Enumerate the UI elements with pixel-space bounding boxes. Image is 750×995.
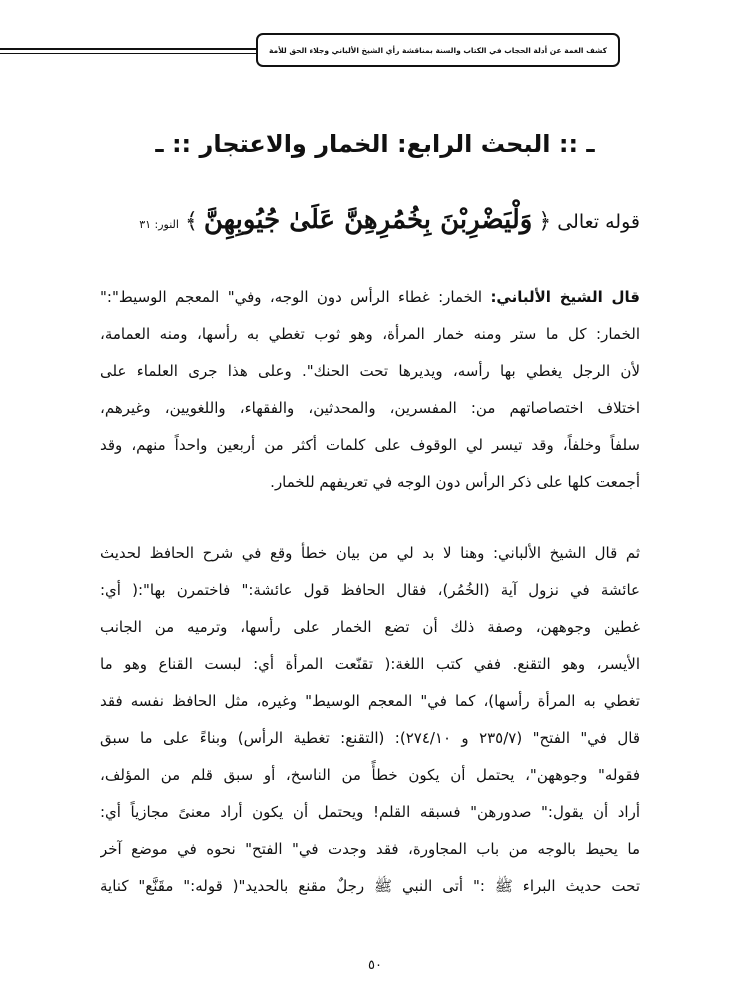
header-rule-top	[0, 48, 258, 50]
speaker-label: قال الشيخ الألباني:	[490, 288, 640, 306]
paragraph-line: الخمار: كل ما ستر ومنه خمار المرأة، وهو ثوب تغطي به رأسها، ومنه العمامة،	[100, 325, 640, 343]
verse-open-bracket: ﴿	[538, 209, 552, 234]
quran-verse-line	[139, 205, 640, 235]
header-rule-bottom	[0, 53, 258, 54]
paragraph-line: ثم قال الشيخ الألباني: وهنا لا بد لي من بيان خطأ وقع في شرح الحافظ لحديث	[100, 544, 640, 562]
paragraph-line-text: الخمار: غطاء الرأس دون الوجه، وفي" المعجم الوسيط":"	[100, 288, 491, 306]
paragraph-line: قال في" الفتح" (٢٣٥/٧ و ٢٧٤/١٠): (التقنع: تغطية الرأس) وبناءً على ما سبق	[100, 729, 640, 747]
running-header	[256, 33, 620, 67]
verse-intro: قوله تعالى	[557, 211, 640, 233]
paragraph-line: فقوله" وجوههن"، يحتمل أن يكون خطأً من الناسخ، أو سبق قلم من المؤلف،	[100, 766, 640, 784]
paragraph-line: عائشة في نزول آية (الخُمُر)، فقال الحافظ قول عائشة:" فاختمرن بها":( أي:	[100, 581, 640, 599]
paragraph-line: تغطي به المرأة رأسها)، كما في" المعجم الوسيط" وغيره، مثل الحافظ نفسه فقد	[100, 692, 640, 710]
paragraph-line: لأن الرجل يغطي بها رأسه، ويديرها تحت الحنك". وعلى هذا جرى العلماء على	[100, 362, 640, 380]
paragraph-line: سلفاً وخلفاً، وقد تيسر لي الوقوف على كلمات أكثر من أربعين واحداً منهم، وقد	[100, 436, 640, 454]
section-heading: ـ :: البحث الرابع: الخمار والاعتجار :: ـ	[155, 130, 595, 158]
paragraph-albani-hafiz-critique	[100, 535, 640, 905]
page-number: ٥٠	[368, 958, 382, 973]
paragraph-line: ما يحيط بالوجه من باب المجاورة، فقد وجدت في" الفتح" نحوه في موضع آخر	[100, 840, 640, 858]
paragraph-line: تحت حديث البراء ﷺ :" أتى النبي ﷺ رجلٌ مقنع بالحديد"( قوله:" مقَنَّع" كناية	[100, 877, 640, 895]
paragraph-albani-definition	[100, 279, 640, 501]
verse-reference: النور: ٣١	[139, 218, 179, 231]
paragraph-line: الأيسر، وهو التقنع. ففي كتب اللغة:( تقنّعت المرأة أي: لبست القناع وهو ما	[100, 655, 640, 673]
paragraph-line: أراد أن يقول:" صدورهن" فسبقه القلم! ويحتمل أن يكون أراد معنىً مجازياً أي:	[100, 803, 640, 821]
paragraph-line: أجمعت كلها على ذكر الرأس دون الوجه في تعريفهم للخمار.	[270, 473, 640, 491]
paragraph-line: غطين وجوههن، وصفة ذلك أن تضع الخمار على رأسها، وترميه من الجانب	[100, 618, 640, 636]
running-title: كشف الغمة عن أدلة الحجاب في الكتاب والسنة بمناقشة رأي الشيخ الألباني وجلاء الحق للأمة	[269, 45, 608, 55]
verse-close-bracket: ﴾	[184, 209, 198, 234]
paragraph-line: اختلاف اختصاصاتهم من: المفسرين، والمحدثين، والفقهاء، واللغويين، وغيرهم،	[100, 399, 640, 417]
paragraph-line	[100, 279, 640, 316]
verse-text: وَلْيَضْرِبْنَ بِخُمُرِهِنَّ عَلَىٰ جُيُوبِهِنَّ	[203, 205, 533, 235]
